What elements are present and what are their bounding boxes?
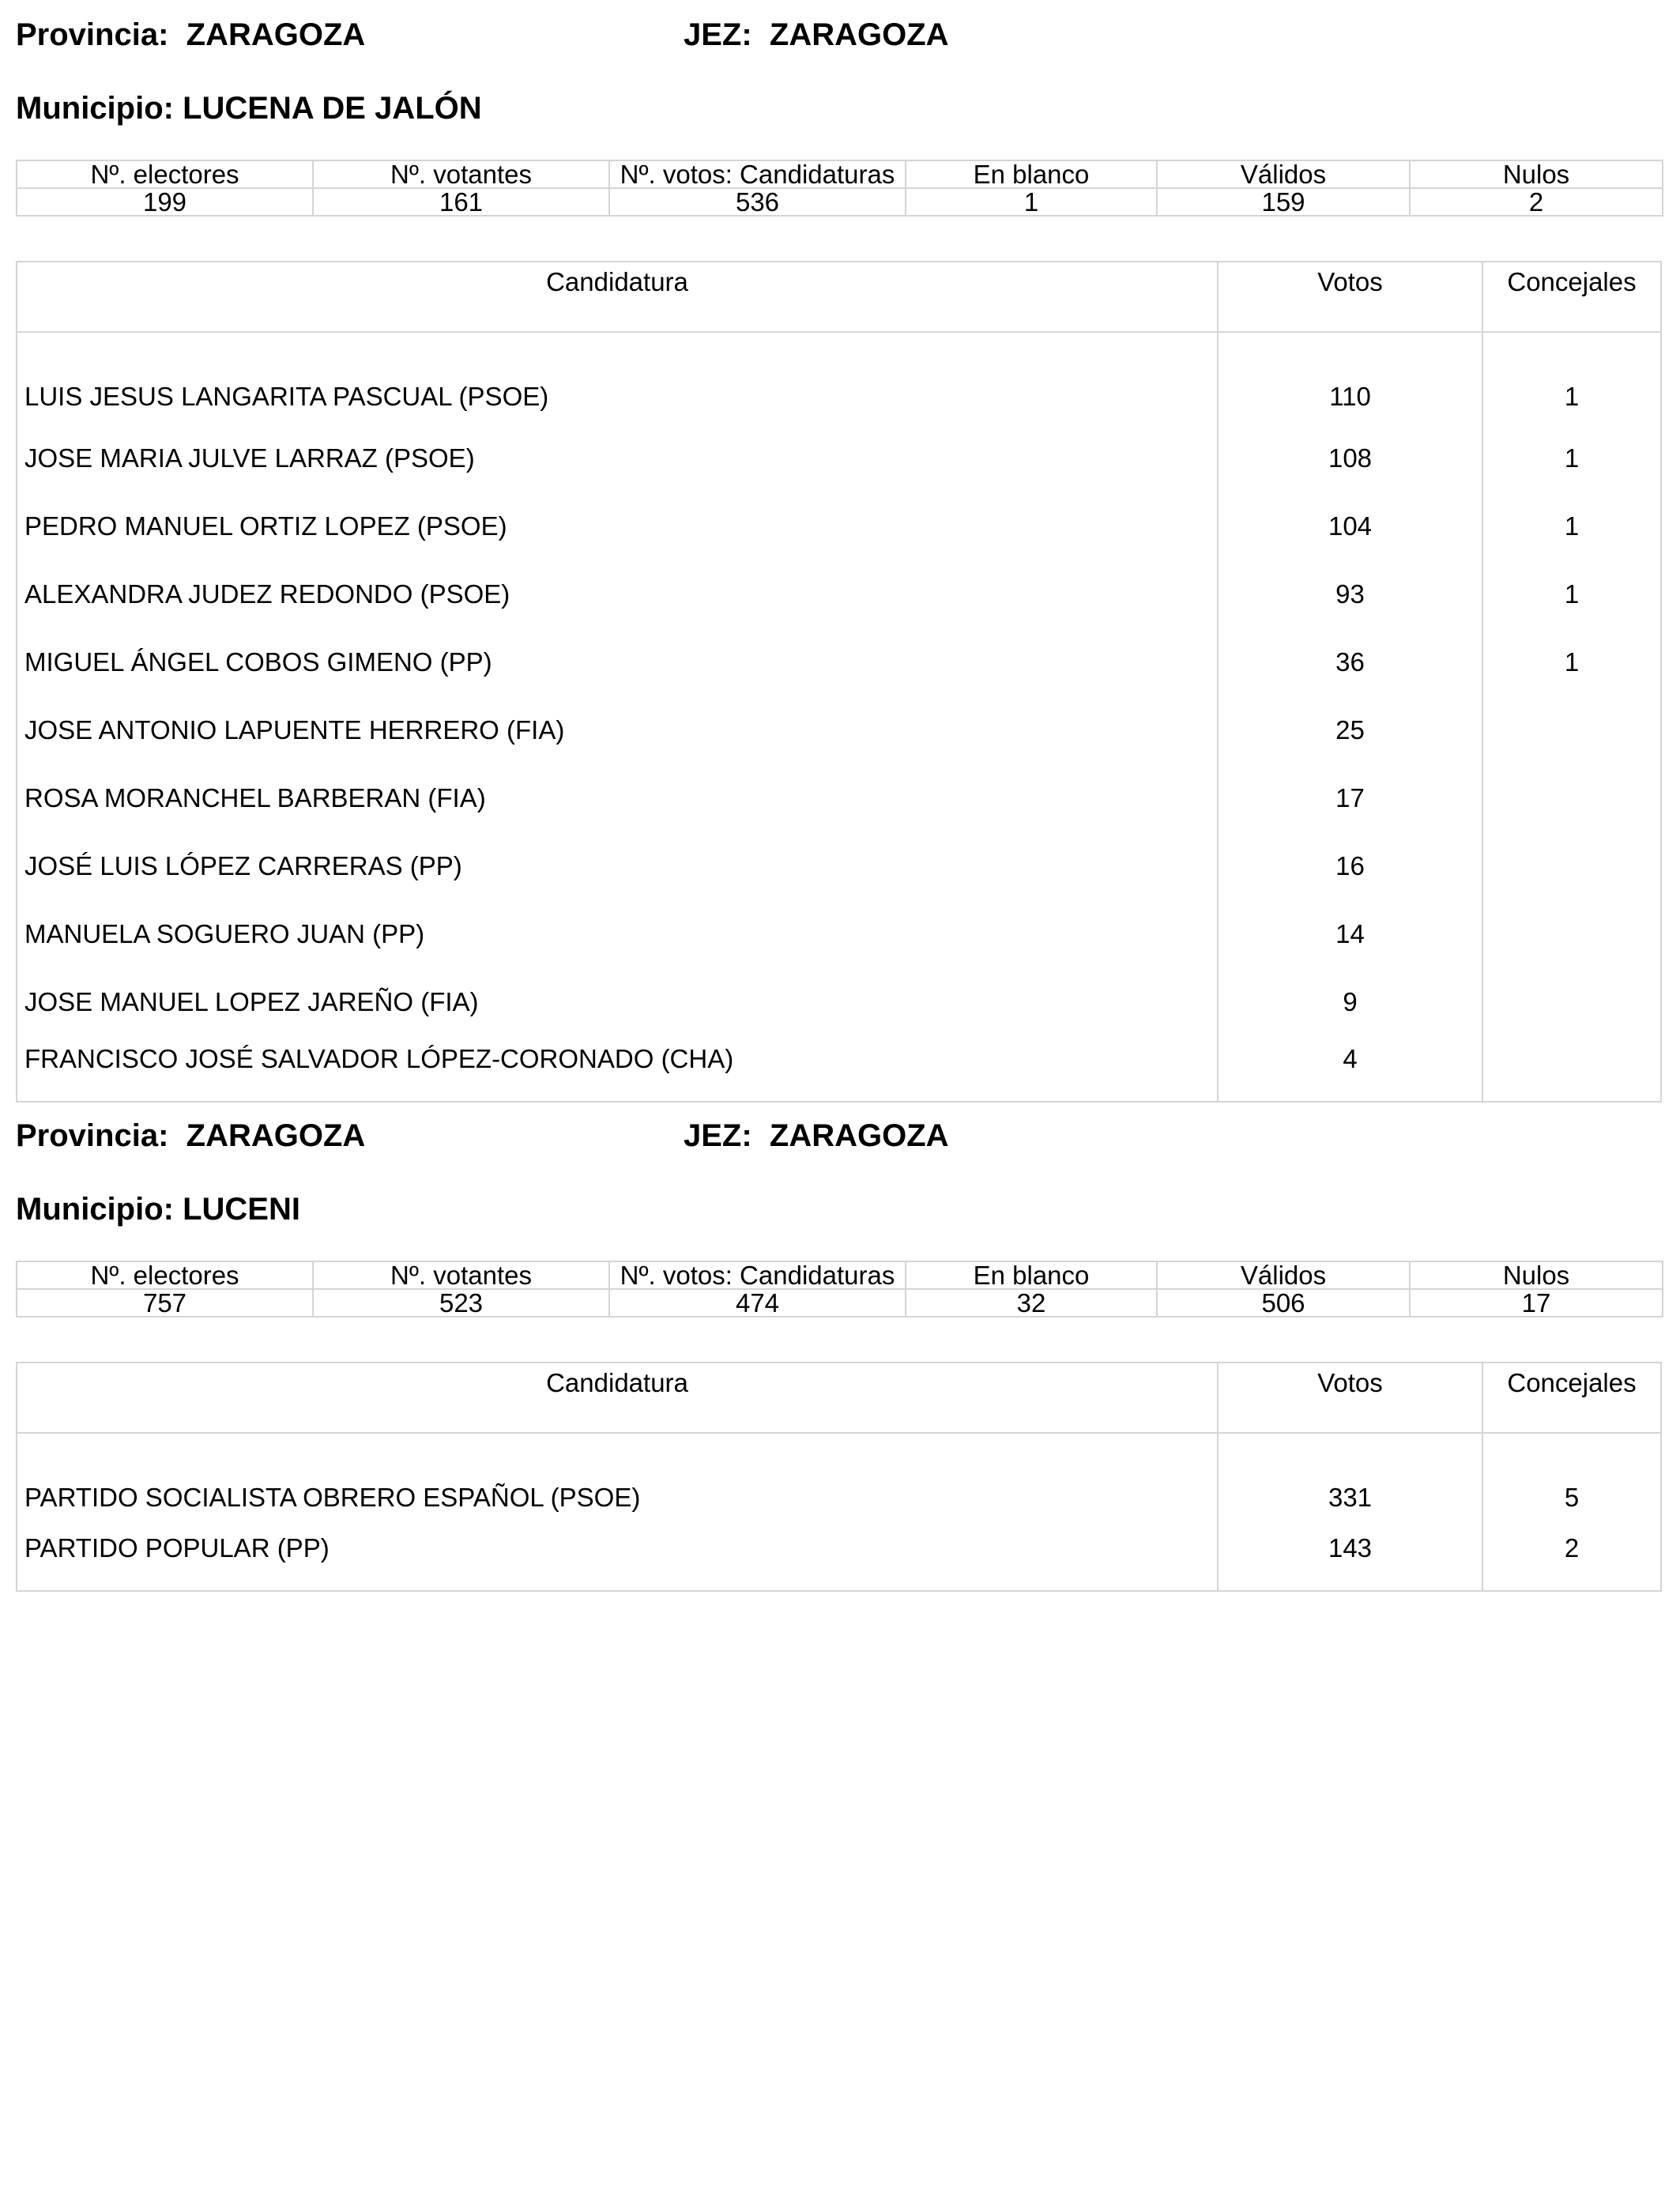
stats-header: Nº. electores bbox=[17, 1261, 313, 1289]
stats-value-row bbox=[17, 188, 1663, 216]
jez-heading: JEZ: ZARAGOZA bbox=[684, 1118, 949, 1153]
stats-header: Válidos bbox=[1157, 160, 1410, 188]
stats-header-row bbox=[17, 160, 1663, 188]
candidate-seats: 1 bbox=[1482, 628, 1661, 696]
candidate-name: JOSE MANUEL LOPEZ JAREÑO (FIA) bbox=[24, 987, 479, 1016]
col-header-votos: Votos bbox=[1218, 1363, 1482, 1433]
candidate-name: ALEXANDRA JUDEZ REDONDO (PSOE) bbox=[24, 579, 510, 609]
table-row bbox=[17, 1036, 1661, 1102]
stats-value-row bbox=[17, 1289, 1663, 1317]
stats-header: Nº. votantes bbox=[313, 1261, 609, 1289]
candidate-name: LUIS JESUS LANGARITA PASCUAL (PSOE) bbox=[24, 382, 549, 411]
stats-table bbox=[16, 1261, 1663, 1318]
table-row bbox=[17, 492, 1661, 560]
provincia-heading: Provincia: ZARAGOZA bbox=[16, 1118, 366, 1153]
candidate-seats: 1 bbox=[1482, 492, 1661, 560]
candidates-table bbox=[16, 261, 1662, 1103]
candidate-votes: 36 bbox=[1218, 628, 1482, 696]
candidate-votes: 143 bbox=[1218, 1525, 1482, 1591]
candidate-name: PEDRO MANUEL ORTIZ LOPEZ (PSOE) bbox=[24, 511, 507, 541]
candidate-seats: 2 bbox=[1482, 1525, 1661, 1591]
candidate-name: MIGUEL ÁNGEL COBOS GIMENO (PP) bbox=[24, 647, 492, 677]
col-header-concejales: Concejales bbox=[1482, 262, 1661, 332]
table-row bbox=[17, 832, 1661, 900]
stats-header: Nº. electores bbox=[17, 160, 313, 188]
candidate-votes: 4 bbox=[1218, 1036, 1482, 1102]
table-row bbox=[17, 1525, 1661, 1591]
col-header-candidatura: Candidatura bbox=[17, 1363, 1218, 1433]
stats-header: Nº. votos: Candidaturas bbox=[609, 1261, 906, 1289]
candidate-votes: 331 bbox=[1218, 1433, 1482, 1525]
stats-value: 523 bbox=[313, 1289, 609, 1317]
stats-header: Nº. votantes bbox=[313, 160, 609, 188]
stats-value: 2 bbox=[1410, 188, 1663, 216]
candidate-name: PARTIDO POPULAR (PP) bbox=[24, 1533, 330, 1563]
candidate-votes: 16 bbox=[1218, 832, 1482, 900]
stats-value: 17 bbox=[1410, 1289, 1663, 1317]
candidate-seats bbox=[1482, 900, 1661, 968]
candidates-header-row bbox=[17, 1363, 1661, 1433]
table-row bbox=[17, 628, 1661, 696]
stats-table bbox=[16, 160, 1663, 217]
col-header-concejales: Concejales bbox=[1482, 1363, 1661, 1433]
candidate-votes: 14 bbox=[1218, 900, 1482, 968]
col-header-candidatura: Candidatura bbox=[17, 262, 1218, 332]
municipio-heading: Municipio: LUCENI bbox=[16, 1192, 300, 1227]
col-header-votos: Votos bbox=[1218, 262, 1482, 332]
stats-header: Nº. votos: Candidaturas bbox=[609, 160, 906, 188]
stats-value: 199 bbox=[17, 188, 313, 216]
candidate-seats: 1 bbox=[1482, 332, 1661, 424]
jez-heading: JEZ: ZARAGOZA bbox=[684, 17, 949, 52]
table-row bbox=[17, 968, 1661, 1036]
candidate-votes: 17 bbox=[1218, 764, 1482, 832]
candidates-table bbox=[16, 1362, 1662, 1592]
stats-header: En blanco bbox=[906, 1261, 1157, 1289]
candidates-header-row bbox=[17, 262, 1661, 332]
candidate-votes: 25 bbox=[1218, 696, 1482, 764]
candidate-seats bbox=[1482, 764, 1661, 832]
table-row bbox=[17, 900, 1661, 968]
candidate-seats bbox=[1482, 1036, 1661, 1102]
candidate-name: ROSA MORANCHEL BARBERAN (FIA) bbox=[24, 783, 486, 812]
stats-value: 159 bbox=[1157, 188, 1410, 216]
candidate-votes: 108 bbox=[1218, 424, 1482, 492]
candidate-seats: 1 bbox=[1482, 424, 1661, 492]
stats-value: 536 bbox=[609, 188, 906, 216]
candidate-name: MANUELA SOGUERO JUAN (PP) bbox=[24, 919, 425, 948]
candidate-name: JOSE ANTONIO LAPUENTE HERRERO (FIA) bbox=[24, 715, 565, 745]
stats-header: Nulos bbox=[1410, 160, 1663, 188]
candidate-votes: 110 bbox=[1218, 332, 1482, 424]
stats-value: 757 bbox=[17, 1289, 313, 1317]
candidate-seats bbox=[1482, 832, 1661, 900]
candidate-name: FRANCISCO JOSÉ SALVADOR LÓPEZ-CORONADO (CHA) bbox=[24, 1044, 734, 1073]
stats-header: Válidos bbox=[1157, 1261, 1410, 1289]
stats-value: 506 bbox=[1157, 1289, 1410, 1317]
stats-value: 161 bbox=[313, 188, 609, 216]
table-row bbox=[17, 424, 1661, 492]
candidate-seats bbox=[1482, 696, 1661, 764]
candidate-seats bbox=[1482, 968, 1661, 1036]
table-row bbox=[17, 1433, 1661, 1525]
stats-header-row bbox=[17, 1261, 1663, 1289]
stats-header: Nulos bbox=[1410, 1261, 1663, 1289]
table-row bbox=[17, 560, 1661, 628]
provincia-heading: Provincia: ZARAGOZA bbox=[16, 17, 366, 52]
candidate-name: PARTIDO SOCIALISTA OBRERO ESPAÑOL (PSOE) bbox=[24, 1483, 641, 1512]
stats-value: 32 bbox=[906, 1289, 1157, 1317]
stats-value: 474 bbox=[609, 1289, 906, 1317]
candidate-votes: 93 bbox=[1218, 560, 1482, 628]
candidate-votes: 9 bbox=[1218, 968, 1482, 1036]
table-row bbox=[17, 696, 1661, 764]
municipio-heading: Municipio: LUCENA DE JALÓN bbox=[16, 91, 482, 126]
stats-value: 1 bbox=[906, 188, 1157, 216]
candidate-name: JOSE MARIA JULVE LARRAZ (PSOE) bbox=[24, 443, 475, 473]
table-row bbox=[17, 764, 1661, 832]
candidate-seats: 5 bbox=[1482, 1433, 1661, 1525]
candidate-name: JOSÉ LUIS LÓPEZ CARRERAS (PP) bbox=[24, 851, 462, 880]
table-row bbox=[17, 332, 1661, 424]
stats-header: En blanco bbox=[906, 160, 1157, 188]
candidate-votes: 104 bbox=[1218, 492, 1482, 560]
candidate-seats: 1 bbox=[1482, 560, 1661, 628]
